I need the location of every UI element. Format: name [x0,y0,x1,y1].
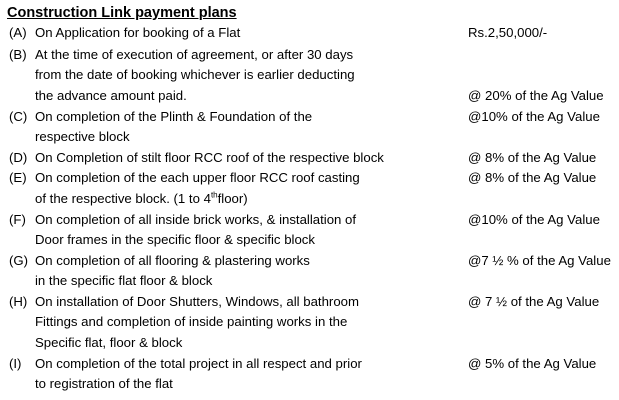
item-description-text: floor) [217,191,248,206]
item-description-line [35,189,248,209]
item-description: Specific flat, floor & block [35,335,183,350]
item-description: to registration of the flat [35,376,173,391]
item-code: (C) [9,109,28,124]
item-code: (I) [9,356,22,371]
item-description-text: of the respective block. (1 to 4 [35,191,211,206]
item-code: (H) [9,294,28,309]
item-value: @ 5% of the Ag Value [468,356,597,371]
item-description: the advance amount paid. [35,88,187,103]
item-value: @10% of the Ag Value [468,212,600,227]
item-value: @7 ½ % of the Ag Value [468,253,611,268]
item-value: @ 7 ½ of the Ag Value [468,294,600,309]
item-code: (B) [9,47,27,62]
item-value: @ 8% of the Ag Value [468,150,597,165]
item-description: On installation of Door Shutters, Windows, all bathroom [35,294,359,309]
item-code: (G) [9,253,29,268]
item-description: On completion of all flooring & plastering works [35,253,310,268]
item-description: Door frames in the specific floor & specific block [35,232,315,247]
page-title: Construction Link payment plans [7,5,237,21]
item-description: Fittings and completion of inside painting works in the [35,314,348,329]
item-value: @10% of the Ag Value [468,109,600,124]
item-code: (F) [9,212,26,227]
item-value: @ 8% of the Ag Value [468,170,597,185]
item-description: On Application for booking of a Flat [35,25,241,40]
item-value: @ 20% of the Ag Value [468,88,604,103]
item-description: On completion of the each upper floor RCC roof casting [35,170,360,185]
item-description: On completion of the Plinth & Foundation of the [35,109,313,124]
item-description: At the time of execution of agreement, or after 30 days [35,47,354,62]
item-code: (D) [9,150,28,165]
item-description: On completion of the total project in all respect and prior [35,356,362,371]
item-description: On Completion of stilt floor RCC roof of the respective block [35,150,384,165]
item-description: from the date of booking whichever is earlier deducting [35,67,355,82]
ordinal-superscript: th [210,190,218,200]
item-description: in the specific flat floor & block [35,273,213,288]
item-code: (A) [9,25,27,40]
item-value: Rs.2,50,000/- [468,25,548,40]
item-code: (E) [9,170,27,185]
item-description: respective block [35,129,130,144]
item-description: On completion of all inside brick works, & installation of [35,212,357,227]
